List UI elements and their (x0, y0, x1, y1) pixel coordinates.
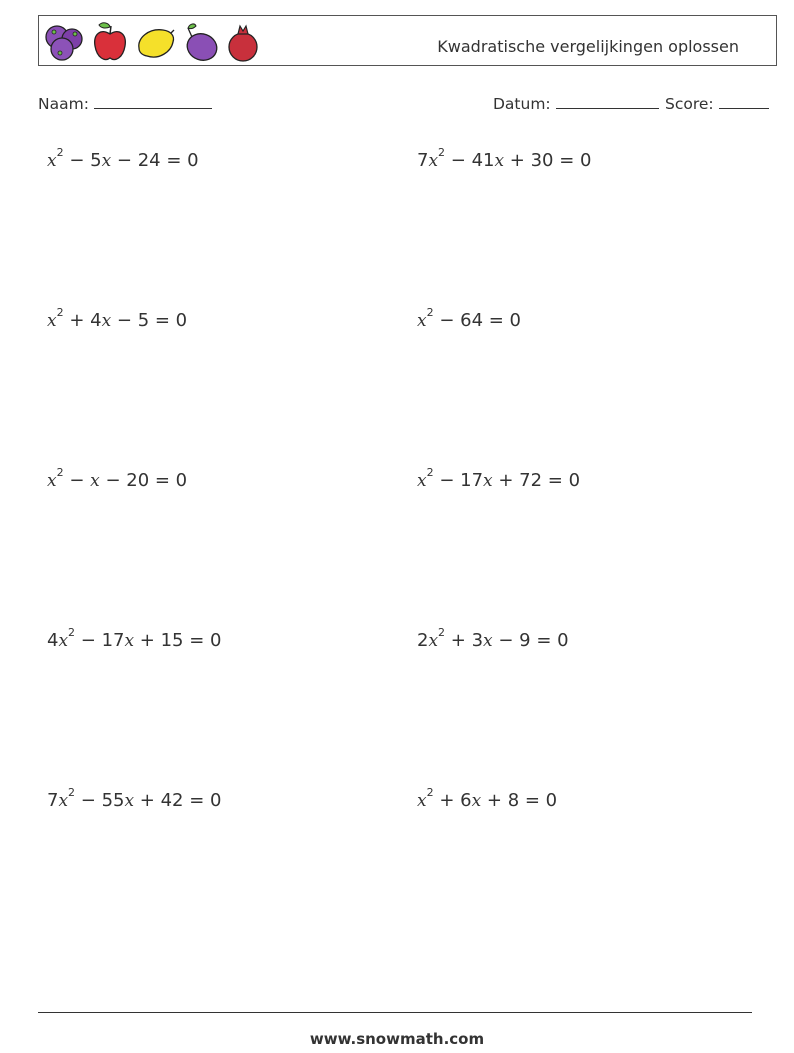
equation-1 (47, 146, 199, 171)
term-text: + 4 (63, 310, 102, 331)
variable: x (124, 791, 135, 811)
score-label: Score: (665, 95, 714, 113)
footer-url: www.snowmath.com (309, 1030, 485, 1048)
term-text: − 20 = 0 (99, 470, 188, 491)
variable: x (471, 791, 482, 811)
plum-icon (178, 20, 224, 64)
term-text: − 17 (433, 470, 484, 491)
exponent: 2 (56, 466, 64, 479)
variable: x (494, 151, 505, 171)
date-label: Datum: (493, 95, 551, 113)
term-text: + 8 = 0 (481, 790, 558, 811)
variable: x (483, 631, 493, 651)
variable: x (47, 151, 57, 171)
variable: x (483, 471, 493, 491)
term-text: + 6 (433, 790, 472, 811)
term-text: − 64 = 0 (433, 310, 522, 331)
variable: x (101, 311, 112, 331)
exponent: 2 (426, 306, 434, 319)
variable: x (428, 151, 439, 171)
apple-icon (87, 20, 133, 64)
variable: x (101, 151, 112, 171)
variable: x (90, 471, 100, 491)
worksheet-title: Kwadratische vergelijkingen oplossen (437, 37, 739, 56)
exponent: 2 (438, 146, 446, 159)
term-text: − 5 (63, 150, 102, 171)
term-text: − (63, 470, 91, 491)
pomegranate-icon (220, 20, 266, 64)
variable: x (417, 311, 427, 331)
equation-4 (417, 306, 522, 331)
variable: x (47, 471, 57, 491)
term-text: 7 (417, 150, 429, 171)
variable: x (417, 471, 427, 491)
term-text: + 30 = 0 (504, 150, 592, 171)
exponent: 2 (56, 306, 64, 319)
term-text: 4 (47, 630, 59, 651)
variable: x (47, 311, 57, 331)
exponent: 2 (68, 626, 76, 639)
term-text: 2 (417, 630, 429, 651)
equation-10 (417, 786, 558, 811)
equation-6 (417, 466, 581, 491)
equation-5 (47, 466, 188, 491)
footer-divider (38, 1012, 752, 1013)
exponent: 2 (426, 466, 434, 479)
variable: x (58, 631, 69, 651)
score-blank[interactable] (719, 94, 769, 109)
term-text: + 42 = 0 (134, 790, 222, 811)
term-text: − 55 (75, 790, 125, 811)
name-blank[interactable] (94, 94, 212, 109)
name-label: Naam: (38, 95, 89, 113)
term-text: − 9 = 0 (492, 630, 569, 651)
exponent: 2 (56, 146, 64, 159)
term-text: + 15 = 0 (134, 630, 222, 651)
term-text: − 24 = 0 (111, 150, 199, 171)
equation-8 (417, 626, 569, 651)
variable: x (124, 631, 135, 651)
equation-2 (417, 146, 592, 171)
term-text: + 3 (445, 630, 484, 651)
term-text: − 41 (445, 150, 495, 171)
lemon-icon (133, 20, 179, 64)
term-text: − 17 (75, 630, 125, 651)
equation-3 (47, 306, 188, 331)
variable: x (58, 791, 69, 811)
variable: x (428, 631, 439, 651)
exponent: 2 (438, 626, 446, 639)
term-text: − 5 = 0 (111, 310, 188, 331)
plums-icon (42, 20, 88, 64)
exponent: 2 (68, 786, 76, 799)
name-field (38, 94, 212, 113)
term-text: 7 (47, 790, 59, 811)
date-blank[interactable] (556, 94, 659, 109)
variable: x (417, 791, 427, 811)
date-field (493, 94, 659, 113)
equation-9 (47, 786, 222, 811)
header-box (38, 15, 777, 66)
equation-7 (47, 626, 222, 651)
score-field (665, 94, 769, 113)
term-text: + 72 = 0 (492, 470, 581, 491)
exponent: 2 (426, 786, 434, 799)
